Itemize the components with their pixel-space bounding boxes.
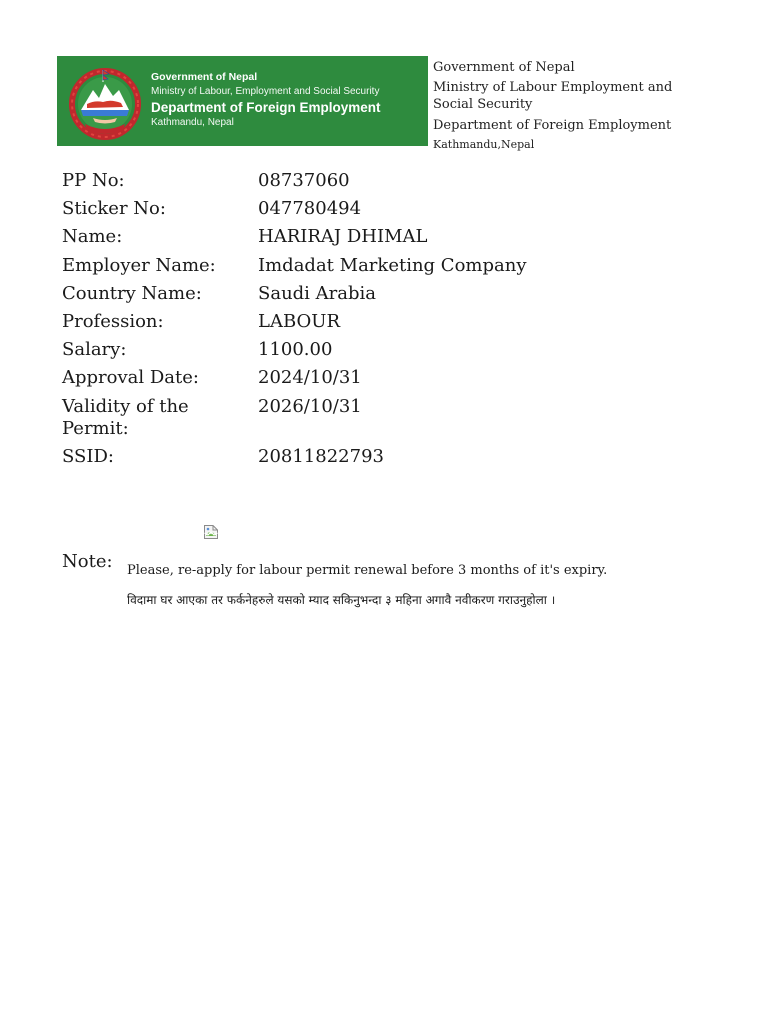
broken-image-icon: [203, 524, 219, 540]
detail-value: 2024/10/31: [258, 367, 362, 389]
header-city: Kathmandu,Nepal: [433, 138, 535, 151]
detail-value: 2026/10/31: [258, 395, 362, 417]
note-nepali: विदामा घर आएका तर फर्कनेहरुले यसको म्याद सकिनुभन्दा ३ महिना अगावै नवीकरण गराउनुहोला ।: [127, 593, 556, 607]
detail-value: 047780494: [258, 198, 362, 220]
detail-row-name: [62, 226, 622, 248]
detail-label: Approval Date:: [62, 367, 199, 389]
banner-city: Kathmandu, Nepal: [151, 117, 234, 128]
detail-row-pp-no: [62, 170, 622, 192]
note-english: Please, re-apply for labour permit renewal before 3 months of it's expiry.: [127, 563, 608, 578]
detail-label: Employer Name:: [62, 254, 216, 276]
header-ministry: Ministry of Labour Employment and Social Security: [433, 80, 673, 112]
detail-label: Validity of the Permit:: [62, 395, 189, 439]
detail-row-approval-date: [62, 367, 622, 389]
detail-value: Imdadat Marketing Company: [258, 254, 527, 276]
note-label: Note:: [62, 551, 113, 572]
detail-value: 08737060: [258, 170, 350, 191]
detail-label: Profession:: [62, 310, 164, 332]
detail-label: Name:: [62, 226, 123, 248]
detail-label: Country Name:: [62, 282, 202, 304]
detail-row-country-name: [62, 283, 622, 305]
detail-row-validity: [62, 396, 622, 440]
detail-value: 1100.00: [258, 339, 333, 361]
detail-row-sticker-no: [62, 198, 622, 220]
detail-value: Saudi Arabia: [258, 282, 377, 304]
detail-value: HARIRAJ DHIMAL: [258, 226, 428, 248]
header-department: Department of Foreign Employment: [433, 118, 672, 133]
detail-row-employer-name: [62, 255, 622, 277]
permit-details: [62, 170, 622, 474]
detail-label: Salary:: [62, 339, 127, 361]
banner-department: Department of Foreign Employment: [151, 100, 381, 115]
detail-row-salary: [62, 339, 622, 361]
banner-gov-title: Government of Nepal: [151, 71, 258, 83]
nepal-emblem-icon: [65, 64, 145, 140]
header-gov: Government of Nepal: [433, 60, 575, 75]
detail-row-ssid: [62, 446, 622, 468]
header-right-text: [433, 59, 673, 152]
detail-label: PP No:: [62, 170, 125, 191]
detail-label: Sticker No:: [62, 198, 166, 220]
detail-value: 20811822793: [258, 445, 384, 467]
banner-ministry: Ministry of Labour, Employment and Social Security: [151, 86, 380, 97]
detail-label: SSID:: [62, 445, 114, 467]
detail-value: LABOUR: [258, 310, 340, 332]
detail-row-profession: [62, 311, 622, 333]
department-banner: [57, 56, 428, 146]
